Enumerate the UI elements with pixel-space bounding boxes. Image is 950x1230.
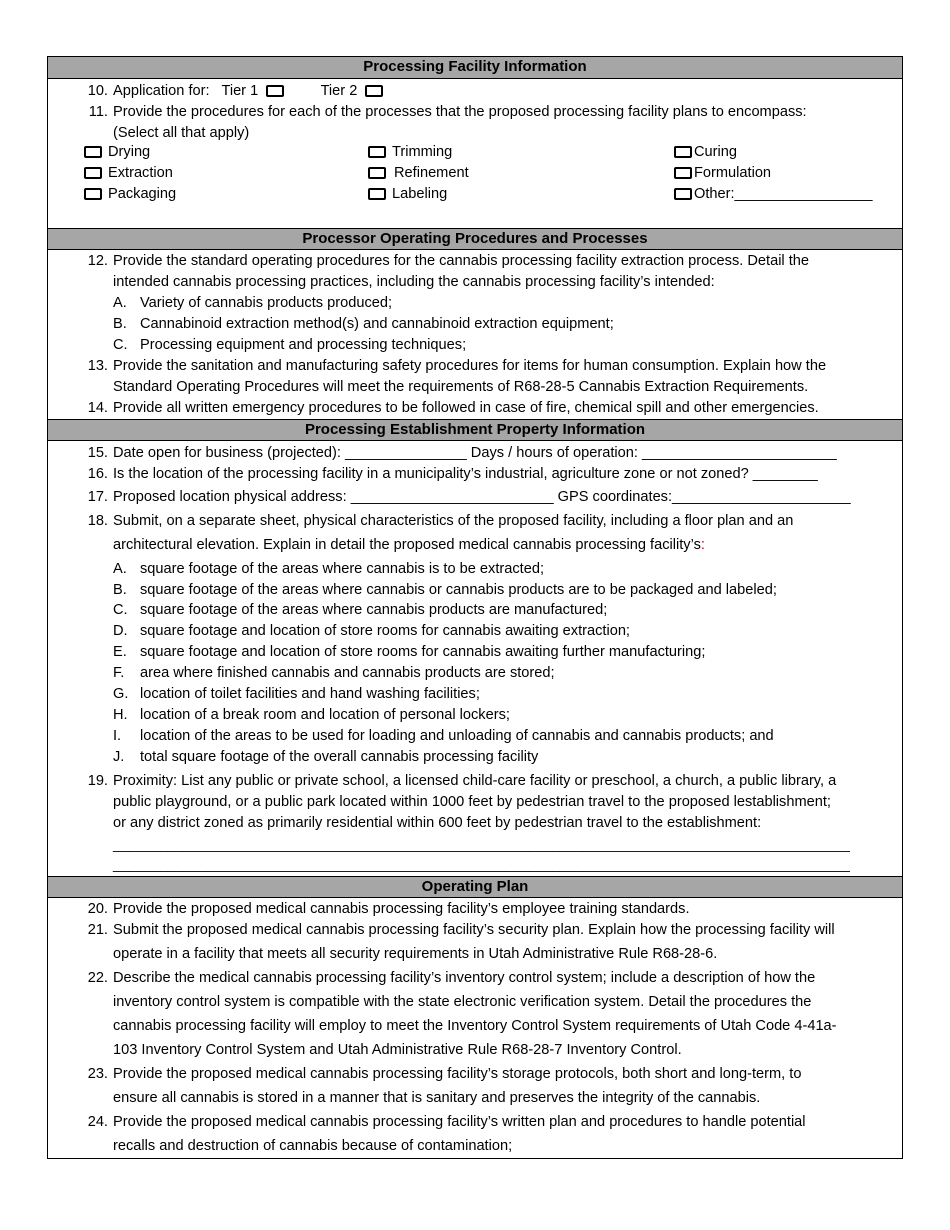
proximity-answer-line-2[interactable]: ______________________________________________________________________________________________ xyxy=(113,856,850,872)
tier1-checkbox[interactable] xyxy=(266,85,284,97)
proximity-answer-line-1[interactable]: ______________________________________________________________________________________________ xyxy=(113,836,850,852)
checkbox[interactable] xyxy=(368,146,386,158)
process-other[interactable]: Other:_________________ xyxy=(674,186,873,202)
process-drying[interactable]: Drying xyxy=(84,144,150,160)
application-for-label: Application for: xyxy=(113,83,210,99)
checkbox[interactable] xyxy=(368,167,386,179)
process-curing[interactable]: Curing xyxy=(674,144,737,160)
section-header-procedures: Processor Operating Procedures and Processes xyxy=(48,228,902,250)
checkbox[interactable] xyxy=(674,146,692,158)
question-11-note: (Select all that apply) xyxy=(113,125,250,141)
checkbox[interactable] xyxy=(84,167,102,179)
process-trimming[interactable]: Trimming xyxy=(368,144,452,160)
section-header-facility: Processing Facility Information xyxy=(48,57,902,79)
process-refinement[interactable]: Refinement xyxy=(368,165,469,181)
application-form: Processing Facility Information 10. Application for: Tier 1 Tier 2 11. Provide the procedures for each of the processes that the proposed processing facility plans to encompass: (Select all that apply) Drying Trimming Curing Extraction Refinement Formulation Packaging Labeling Other:_________________ Processor Operating Procedures and Processes 12. Provide the standard operating procedures for the cannabis processing facility extraction process. Detail the intended cannabis processing practices, including the cannabis processing facility’s intended: A. Variety of cannabis products produced; B. Cannabinoid extraction method(s) and cannabinoid extraction equipment; C. Processing equipment and processing techniques; 13. Provide the sanitation and manufacturing safety procedures for items for human consumption. Explain how the Standard Operating Procedures will meet the requirements of R68-28-5 Cannabis Extraction Requirements. 14. Provide all written emergency procedures to be followed in case of fire, chemical spill and other emergencies. Processing Establishment Property Information 15. Date open for business (projected): _______________ Days / hours of operation: ________________________ 16. Is the location of the processing facility in a municipality’s industrial, agriculture zone or not zoned? ________ 17. Proposed location physical address: _________________________ GPS coordinates:______________________ 18. Submit, on a separate sheet, physical characteristics of the proposed facility, including a floor plan and an architectural elevation. Explain in detail the proposed medical cannabis processing facility’s: A. square footage of the areas where cannabis is to be extracted; B. square footage of the areas where cannabis or cannabis products are to be packaged and labeled; C. square footage of the areas where cannabis products are manufactured; D. square footage and location of store rooms for cannabis awaiting extraction; E. square footage and location of store rooms for cannabis awaiting further manufacturing; F. area where finished cannabis and cannabis products are stored; G. location of toilet facilities and hand washing facilities; H. location of a break room and location of personal lockers; I. location of the areas to be used for loading and unloading of cannabis and cannabis products; and J. total square footage of the overall cannabis processing facility 19. Proximity: List any public or private school, a licensed child-care facility or preschool, a church, a public library, a public playground, or a public park located within 1000 feet by pedestrian travel to the proposed lestablishment; or any district zoned as primarily residential within 600 feet by pedestrian travel to the establishment: ______________________________________________________________________________________________ ______________________________________________________________________________________________ Operating Plan 20. Provide the proposed medical cannabis processing facility’s employee training standards. 21. Submit the proposed medical cannabis processing facility’s security plan. Explain how the processing facility will operate in a facility that meets all security requirements in Utah Administrative Rule R68-28-6. 22. Describe the medical cannabis processing facility’s inventory control system; include a description of how the inventory control system is compatible with the state electronic verification system. Detail the procedures the cannabis processing facility will employ to meet the Inventory Control System requirements of Utah Code 4-41a- 103 Inventory Control System and Utah Administrative Rule R68-28-7 Inventory Control. 23. Provide the proposed medical cannabis processing facility’s storage protocols, both short and long-term, to ensure all cannabis is stored in a manner that is sanitary and preserves the integrity of the cannabis. 24. Provide the proposed medical cannabis processing facility’s written plan and procedures to handle potential recalls and destruction of cannabis because of contamination; xyxy=(47,56,903,1159)
checkbox[interactable] xyxy=(368,188,386,200)
process-extraction[interactable]: Extraction xyxy=(84,165,173,181)
tier2-label: Tier 2 xyxy=(320,83,358,99)
section-header-property: Processing Establishment Property Information xyxy=(48,419,902,441)
section-header-operating: Operating Plan xyxy=(48,876,902,898)
process-labeling[interactable]: Labeling xyxy=(368,186,447,202)
checkbox[interactable] xyxy=(674,167,692,179)
tier2-checkbox[interactable] xyxy=(365,85,383,97)
checkbox[interactable] xyxy=(674,188,692,200)
checkbox[interactable] xyxy=(84,188,102,200)
process-packaging[interactable]: Packaging xyxy=(84,186,176,202)
process-formulation[interactable]: Formulation xyxy=(674,165,771,181)
tier1-label: Tier 1 xyxy=(221,83,259,99)
checkbox[interactable] xyxy=(84,146,102,158)
